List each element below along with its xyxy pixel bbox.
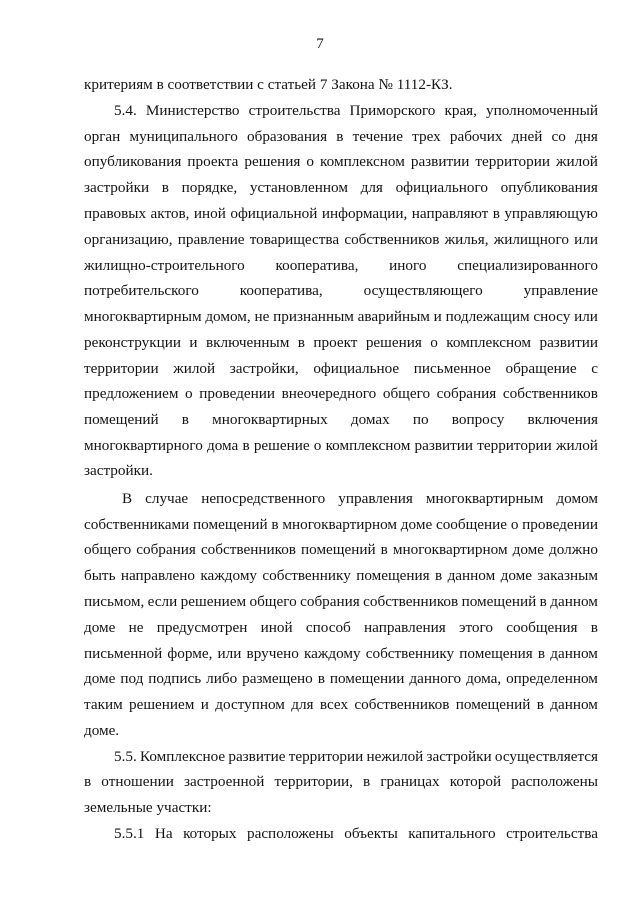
word: собственнику <box>365 645 455 662</box>
word: застройки <box>426 748 492 765</box>
word: данного <box>409 670 462 687</box>
word: реконструкции <box>84 334 181 351</box>
word: развитии <box>539 334 598 351</box>
word: домом, <box>205 308 251 325</box>
word: муниципального <box>129 128 238 145</box>
word: специализированного <box>457 257 598 274</box>
word: собственниками <box>84 516 190 533</box>
word: помещений <box>461 593 537 610</box>
word: дома <box>206 437 239 454</box>
word: собственников <box>354 696 450 713</box>
word: доме <box>500 567 532 584</box>
word: земельные участки: <box>84 799 212 816</box>
word: о <box>430 334 438 351</box>
word: определенном <box>506 670 598 687</box>
word: 5.4. <box>114 102 137 119</box>
word: включения <box>527 411 598 428</box>
word: официального <box>395 179 488 196</box>
text-line <box>84 333 598 353</box>
word: многоквартирного <box>84 437 203 454</box>
word: жилищно-строительного <box>84 257 245 274</box>
word: территории, <box>274 773 353 790</box>
word: проекта <box>187 153 239 170</box>
word: кооператива, <box>239 282 323 299</box>
word: общего <box>84 541 132 558</box>
text-line <box>84 436 598 456</box>
word: многоквартирном <box>282 516 398 533</box>
word: многоквартирном <box>392 541 508 558</box>
word: проведении <box>522 516 598 533</box>
word: для <box>360 179 383 196</box>
word: Министерство <box>145 102 240 119</box>
word: дня <box>575 128 598 145</box>
word: сообщения <box>506 619 578 636</box>
word: для <box>291 696 314 713</box>
word: территории <box>288 748 364 765</box>
text-line <box>84 384 598 404</box>
text-line <box>84 798 598 818</box>
word: 5.5.1 <box>114 825 145 842</box>
word: Комплексное <box>140 748 226 765</box>
word: решением <box>129 696 195 713</box>
word: должно <box>549 541 598 558</box>
word: в <box>536 696 544 713</box>
word: со <box>551 128 566 145</box>
word: На <box>154 825 173 842</box>
word: всех <box>319 696 349 713</box>
text-line <box>84 592 598 612</box>
word: общего <box>249 593 297 610</box>
word: жилой <box>173 360 216 377</box>
word: организацию, <box>84 231 173 248</box>
text-line <box>84 669 598 689</box>
word: либо <box>206 670 238 687</box>
word: решения <box>244 153 301 170</box>
word: данном <box>550 645 598 662</box>
text-line <box>84 644 598 664</box>
word: проект <box>313 334 358 351</box>
word: вручено <box>246 645 299 662</box>
word: признанным <box>273 308 354 325</box>
text-line <box>84 461 598 481</box>
word: аварийным <box>357 308 430 325</box>
word: актов, <box>150 205 190 222</box>
word: жилой <box>556 437 598 454</box>
word: собрания <box>300 593 360 610</box>
word: под <box>120 670 144 687</box>
word: застроенной <box>184 773 265 790</box>
word: уполномоченный <box>486 102 598 119</box>
word: направляют <box>411 205 489 222</box>
word: направления <box>364 619 446 636</box>
word: помещений <box>301 541 376 558</box>
word: в <box>539 593 547 610</box>
text-line <box>122 489 598 509</box>
word: помещения <box>459 645 533 662</box>
word: собственнику <box>262 567 351 584</box>
word: потребительского <box>84 282 199 299</box>
word: домом <box>556 490 598 507</box>
word: в <box>317 670 325 687</box>
word: иной <box>193 205 226 222</box>
word: иной <box>260 619 293 636</box>
word: включенным <box>205 334 290 351</box>
word: доступном <box>215 696 285 713</box>
word: развитие <box>228 748 286 765</box>
word: в <box>297 334 305 351</box>
text-line <box>84 75 598 95</box>
word: информации, <box>321 205 408 222</box>
word: о <box>313 437 322 454</box>
text-line <box>84 230 598 250</box>
word: размещено <box>242 670 313 687</box>
word: в <box>271 516 279 533</box>
text-line <box>84 178 598 198</box>
word: решением <box>180 593 247 610</box>
word: опубликования <box>84 153 182 170</box>
word: домах <box>350 411 390 428</box>
word: комплексном <box>446 334 532 351</box>
word: застройки, <box>229 360 299 377</box>
word: подлежащим <box>445 308 530 325</box>
text-line <box>84 410 598 430</box>
text-line <box>114 824 598 844</box>
text-line <box>84 256 598 276</box>
word: дома, <box>466 670 502 687</box>
word: доме <box>84 619 116 636</box>
text-line <box>84 540 598 560</box>
word: сообщение <box>435 516 508 533</box>
word: многоквартирным <box>84 308 202 325</box>
word: порядке, <box>181 179 238 196</box>
word: быть <box>84 567 116 584</box>
word: данном <box>447 567 496 584</box>
text-line <box>114 747 598 767</box>
text-line <box>84 515 598 535</box>
word: о <box>185 385 193 402</box>
word: развитии <box>410 153 470 170</box>
word: способ <box>305 619 351 636</box>
word: территории <box>475 153 550 170</box>
text-line <box>84 721 598 741</box>
word: строительства <box>506 825 598 842</box>
word: если <box>147 593 178 610</box>
word: строительства <box>248 102 341 119</box>
page-number: 7 <box>316 36 324 52</box>
word: таким <box>84 696 123 713</box>
word: и <box>200 696 209 713</box>
word: отношении <box>101 773 174 790</box>
word: многоквартирных <box>212 411 328 428</box>
word: капитального <box>408 825 496 842</box>
text-line <box>114 101 598 121</box>
word: проведении <box>199 385 276 402</box>
word: вопросу <box>451 411 505 428</box>
word: критериям в соответствии с статьей 7 Закона № 1112-КЗ. <box>84 76 453 93</box>
text-line <box>84 566 598 586</box>
word: форме, <box>167 645 213 662</box>
word: по <box>412 411 429 428</box>
word: трех <box>412 128 441 145</box>
word: управления <box>338 490 413 507</box>
word: края, <box>444 102 477 119</box>
text-line <box>84 127 598 147</box>
word: кооператива, <box>275 257 359 274</box>
word: управление <box>523 282 598 299</box>
text-line <box>84 152 598 172</box>
word: собственников <box>363 593 459 610</box>
word: осуществляющего <box>363 282 483 299</box>
word: в <box>492 205 500 222</box>
word: или <box>217 645 242 662</box>
word: собственников <box>502 385 598 402</box>
word: 5.5. <box>114 748 137 765</box>
word: предусмотрен <box>156 619 248 636</box>
word: расположены <box>511 773 598 790</box>
word: помещений <box>84 411 159 428</box>
word: которой <box>449 773 502 790</box>
text-line <box>84 281 598 301</box>
word: или <box>574 231 598 248</box>
word: в <box>181 411 189 428</box>
word: о <box>306 153 315 170</box>
word: образования <box>247 128 328 145</box>
word: многоквартирным <box>425 490 544 507</box>
word: в <box>161 179 169 196</box>
word: объекты <box>344 825 398 842</box>
word: иного <box>389 257 427 274</box>
text-line <box>84 307 598 327</box>
word: орган <box>84 128 121 145</box>
word: доме. <box>84 722 120 739</box>
word: письмом, <box>84 593 145 610</box>
word: каждому <box>200 567 258 584</box>
text-line <box>84 772 598 792</box>
word: рабочих <box>449 128 503 145</box>
word: нежилой <box>366 748 424 765</box>
word: собрания <box>136 541 196 558</box>
word: доме <box>84 670 116 687</box>
word: с <box>591 360 598 377</box>
word: комплексном <box>320 153 405 170</box>
text-line <box>84 204 598 224</box>
word: и <box>189 334 198 351</box>
word: обращение <box>505 360 577 377</box>
word: собрания <box>436 385 497 402</box>
word: непосредственного <box>201 490 326 507</box>
word: сносу <box>533 308 571 325</box>
word: данном <box>550 593 598 610</box>
word: Приморского <box>349 102 436 119</box>
word: застройки <box>84 179 150 196</box>
word: помещения <box>356 567 430 584</box>
word: доме <box>512 541 544 558</box>
word: в <box>336 128 344 145</box>
word: официальной <box>230 205 318 222</box>
word: установленном <box>249 179 348 196</box>
word: в <box>537 645 546 662</box>
word: направлено <box>120 567 196 584</box>
word: не <box>128 619 144 636</box>
text-line <box>84 359 598 379</box>
word: границах <box>380 773 440 790</box>
word: собственников <box>344 231 440 248</box>
word: течение <box>352 128 403 145</box>
word: осуществляется <box>494 748 598 765</box>
word: официальное <box>313 360 400 377</box>
word: в <box>380 541 388 558</box>
word: жилой <box>556 153 598 170</box>
word: подпись <box>148 670 202 687</box>
word: о <box>510 516 519 533</box>
word: жилищного <box>493 231 569 248</box>
word: застройки. <box>84 462 153 479</box>
word: помещении <box>329 670 405 687</box>
word: общего <box>382 385 431 402</box>
word: правовых <box>84 205 147 222</box>
word: и <box>433 308 442 325</box>
word: помещений <box>455 696 531 713</box>
word: в <box>84 773 92 790</box>
word: В <box>122 490 133 507</box>
word: заказным <box>537 567 598 584</box>
text-line <box>84 618 598 638</box>
word: доме <box>400 516 433 533</box>
word: не <box>254 308 270 325</box>
word: жилья, <box>444 231 489 248</box>
word: внеочередного <box>281 385 377 402</box>
word: решение <box>253 437 310 454</box>
word: данном <box>550 696 598 713</box>
word: расположены <box>246 825 334 842</box>
word: в <box>590 619 598 636</box>
text-line <box>84 695 598 715</box>
word: или <box>574 308 598 325</box>
word: этого <box>458 619 493 636</box>
word: письменной <box>84 645 163 662</box>
word: территории <box>84 360 159 377</box>
word: комплексном <box>325 437 411 454</box>
word: территории <box>477 437 552 454</box>
word: развитии <box>414 437 474 454</box>
word: предложением <box>84 385 179 402</box>
word: каждому <box>303 645 361 662</box>
word: в <box>242 437 250 454</box>
word: письменное <box>413 360 491 377</box>
word: управляющую <box>504 205 598 222</box>
word: решения <box>365 334 422 351</box>
word: правление <box>177 231 245 248</box>
word: опубликования <box>500 179 598 196</box>
word: собственников <box>200 541 296 558</box>
word: помещений <box>193 516 268 533</box>
word: в <box>435 567 443 584</box>
word: в <box>363 773 371 790</box>
word: случае <box>145 490 189 507</box>
word: дней <box>511 128 543 145</box>
word: которых <box>183 825 237 842</box>
word: товарищества <box>249 231 340 248</box>
